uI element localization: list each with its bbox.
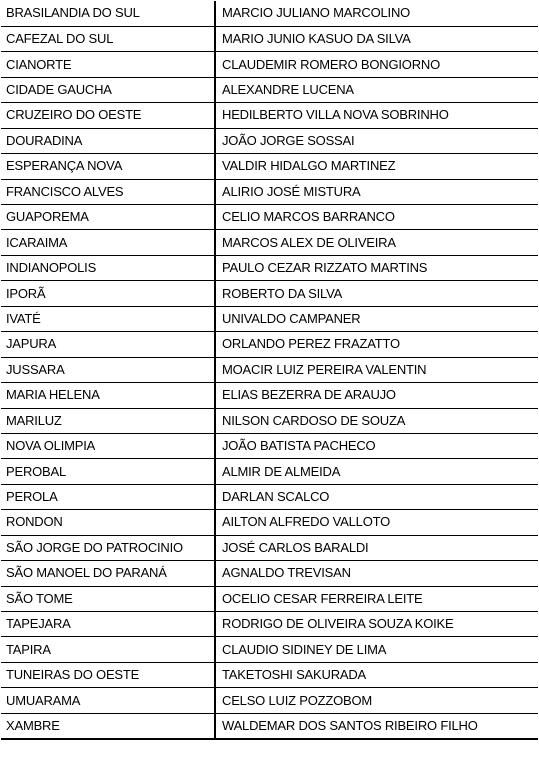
city-cell: ESPERANÇA NOVA <box>1 154 215 179</box>
table-row <box>1 1 538 26</box>
name-cell: JOSÉ CARLOS BARALDI <box>215 535 538 560</box>
name-cell: UNIVALDO CAMPANER <box>215 306 538 331</box>
table-row <box>1 510 538 535</box>
table-row <box>1 586 538 611</box>
table-row <box>1 662 538 687</box>
name-cell: ORLANDO PEREZ FRAZATTO <box>215 332 538 357</box>
table-row <box>1 357 538 382</box>
name-cell: NILSON CARDOSO DE SOUZA <box>215 408 538 433</box>
name-cell: TAKETOSHI SAKURADA <box>215 662 538 687</box>
table-row <box>1 154 538 179</box>
city-cell: CIANORTE <box>1 52 215 77</box>
table-row <box>1 433 538 458</box>
municipality-table <box>1 1 538 740</box>
city-cell: JUSSARA <box>1 357 215 382</box>
city-cell: XAMBRE <box>1 713 215 738</box>
name-cell: VALDIR HIDALGO MARTINEZ <box>215 154 538 179</box>
name-cell: ALIRIO JOSÉ MISTURA <box>215 179 538 204</box>
name-cell: JOÃO JORGE SOSSAI <box>215 128 538 153</box>
table-row <box>1 128 538 153</box>
name-cell: MARCIO JULIANO MARCOLINO <box>215 1 538 26</box>
name-cell: CELIO MARCOS BARRANCO <box>215 205 538 230</box>
table-row <box>1 459 538 484</box>
table-row <box>1 103 538 128</box>
name-cell: MARIO JUNIO KASUO DA SILVA <box>215 26 538 51</box>
table-row <box>1 637 538 662</box>
table-row <box>1 77 538 102</box>
city-cell: CAFEZAL DO SUL <box>1 26 215 51</box>
city-cell: PEROBAL <box>1 459 215 484</box>
city-cell: TAPEJARA <box>1 612 215 637</box>
table-row <box>1 535 538 560</box>
name-cell: RODRIGO DE OLIVEIRA SOUZA KOIKE <box>215 612 538 637</box>
city-cell: ICARAIMA <box>1 230 215 255</box>
table-row <box>1 561 538 586</box>
city-cell: SÃO MANOEL DO PARANÁ <box>1 561 215 586</box>
table-row <box>1 230 538 255</box>
name-cell: HEDILBERTO VILLA NOVA SOBRINHO <box>215 103 538 128</box>
name-cell: ALMIR DE ALMEIDA <box>215 459 538 484</box>
city-cell: JAPURA <box>1 332 215 357</box>
table-row <box>1 205 538 230</box>
table-row <box>1 332 538 357</box>
name-cell: MARCOS ALEX DE OLIVEIRA <box>215 230 538 255</box>
name-cell: AILTON ALFREDO VALLOTO <box>215 510 538 535</box>
name-cell: AGNALDO TREVISAN <box>215 561 538 586</box>
city-cell: CIDADE GAUCHA <box>1 77 215 102</box>
name-cell: DARLAN SCALCO <box>215 484 538 509</box>
table-row <box>1 306 538 331</box>
table-row <box>1 688 538 713</box>
name-cell: ELIAS BEZERRA DE ARAUJO <box>215 383 538 408</box>
table-row <box>1 281 538 306</box>
city-cell: UMUARAMA <box>1 688 215 713</box>
table-row <box>1 179 538 204</box>
name-cell: MOACIR LUIZ PEREIRA VALENTIN <box>215 357 538 382</box>
table-row <box>1 26 538 51</box>
name-cell: CLAUDEMIR ROMERO BONGIORNO <box>215 52 538 77</box>
table-row <box>1 383 538 408</box>
city-cell: SÃO TOME <box>1 586 215 611</box>
name-cell: CELSO LUIZ POZZOBOM <box>215 688 538 713</box>
city-cell: SÃO JORGE DO PATROCINIO <box>1 535 215 560</box>
table-row <box>1 52 538 77</box>
city-cell: IVATÉ <box>1 306 215 331</box>
city-cell: IPORÃ <box>1 281 215 306</box>
city-cell: FRANCISCO ALVES <box>1 179 215 204</box>
table-row <box>1 408 538 433</box>
name-cell: WALDEMAR DOS SANTOS RIBEIRO FILHO <box>215 713 538 738</box>
city-cell: BRASILANDIA DO SUL <box>1 1 215 26</box>
table-row <box>1 255 538 280</box>
name-cell: PAULO CEZAR RIZZATO MARTINS <box>215 255 538 280</box>
name-cell: ROBERTO DA SILVA <box>215 281 538 306</box>
city-cell: MARIA HELENA <box>1 383 215 408</box>
city-cell: TUNEIRAS DO OESTE <box>1 662 215 687</box>
city-cell: NOVA OLIMPIA <box>1 433 215 458</box>
city-cell: CRUZEIRO DO OESTE <box>1 103 215 128</box>
city-cell: PEROLA <box>1 484 215 509</box>
city-cell: INDIANOPOLIS <box>1 255 215 280</box>
city-cell: RONDON <box>1 510 215 535</box>
table-row <box>1 484 538 509</box>
city-cell: MARILUZ <box>1 408 215 433</box>
city-cell: GUAPOREMA <box>1 205 215 230</box>
name-cell: JOÃO BATISTA PACHECO <box>215 433 538 458</box>
city-cell: TAPIRA <box>1 637 215 662</box>
name-cell: OCELIO CESAR FERREIRA LEITE <box>215 586 538 611</box>
name-cell: CLAUDIO SIDINEY DE LIMA <box>215 637 538 662</box>
table-row <box>1 612 538 637</box>
table-row <box>1 713 538 738</box>
city-cell: DOURADINA <box>1 128 215 153</box>
name-cell: ALEXANDRE LUCENA <box>215 77 538 102</box>
